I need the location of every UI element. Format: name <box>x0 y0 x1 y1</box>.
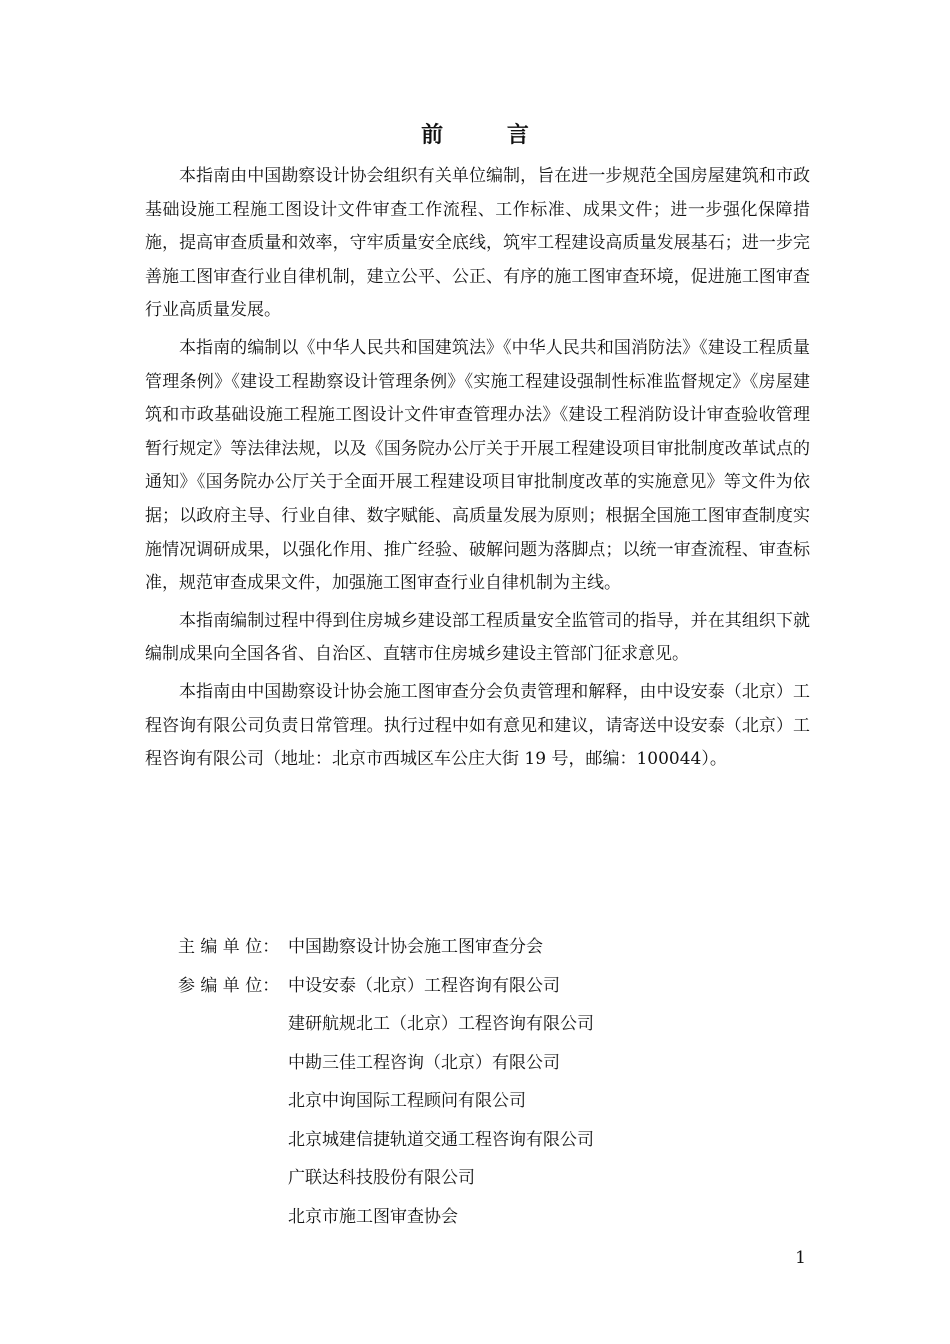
participating-unit-name: 北京市施工图审查协会 <box>288 1206 458 1227</box>
participating-unit-name: 建研航规北工（北京）工程咨询有限公司 <box>288 1014 594 1034</box>
participating-unit-name: 广联达科技股份有限公司 <box>288 1168 475 1188</box>
page-title: 前 言 <box>421 122 557 148</box>
participating-unit-row <box>178 1005 818 1044</box>
chief-unit-label: 主 编 单 位： <box>178 937 280 957</box>
participating-unit-row <box>178 1082 818 1121</box>
paragraph-guidance: 本指南编制过程中得到住房城乡建设部工程质量安全监管司的指导，并在其组织下就编制成果向全国各省、自治区、直辖市住房城乡建设主管部门征求意见。 <box>145 610 810 665</box>
participating-unit-row <box>178 1198 818 1237</box>
participating-unit-name: 中设安泰（北京）工程咨询有限公司 <box>288 975 560 996</box>
participating-unit-row <box>178 1121 818 1160</box>
paragraph-management: 本指南由中国勘察设计协会施工图审查分会负责管理和解释，由中设安泰（北京）工程咨询有限公司负责日常管理。执行过程中如有意见和建议，请寄送中设安泰（北京）工程咨询有限公司（地址：北京市西城区车公庄大街 19 号，邮编：100044）。 <box>145 681 810 770</box>
participating-unit-label: 参 编 单 位： <box>178 975 280 996</box>
preface-body <box>145 160 810 781</box>
page-number: 1 <box>795 1248 806 1268</box>
chief-unit-row <box>178 928 818 967</box>
participating-unit-name: 北京城建信捷轨道交通工程咨询有限公司 <box>288 1129 594 1150</box>
participating-unit-name: 北京中询国际工程顾问有限公司 <box>288 1091 526 1111</box>
participating-unit-name: 中勘三佳工程咨询（北京）有限公司 <box>288 1052 560 1073</box>
paragraph-purpose: 本指南由中国勘察设计协会组织有关单位编制，旨在进一步规范全国房屋建筑和市政基础设施工程施工图设计文件审查工作流程、工作标准、成果文件；进一步强化保障措施，提高审查质量和效率，守牢质量安全底线，筑牢工程建设高质量发展基石；进一步完善施工图审查行业自律机制，建立公平、公正、有序的施工图审查环境，促进施工图审查行业高质量发展。 <box>145 166 810 321</box>
participating-unit-row <box>178 1159 818 1198</box>
paragraph-basis: 本指南的编制以《中华人民共和国建筑法》《中华人民共和国消防法》《建设工程质量管理条例》《建设工程勘察设计管理条例》《实施工程建设强制性标准监督规定》《房屋建筑和市政基础设施工程施工图设计文件审查管理办法》《建设工程消防设计审查验收管理暂行规定》等法律法规，以及《国务院办公厅关于开展工程建设项目审批制度改革试点的通知》《国务院办公厅关于全面开展工程建设项目审批制度改革的实施意见》等文件为依据；以政府主导、行业自律、数字赋能、高质量发展为原则；根据全国施工图审查制度实施情况调研成果，以强化作用、推广经验、破解问题为落脚点；以统一审查流程、审查标准，规范审查成果文件，加强施工图审查行业自律机制为主线。 <box>145 337 810 594</box>
chief-unit-name: 中国勘察设计协会施工图审查分会 <box>288 937 543 957</box>
participating-unit-row <box>178 967 818 1006</box>
participating-unit-row <box>178 1044 818 1083</box>
compiling-units <box>178 928 818 1236</box>
